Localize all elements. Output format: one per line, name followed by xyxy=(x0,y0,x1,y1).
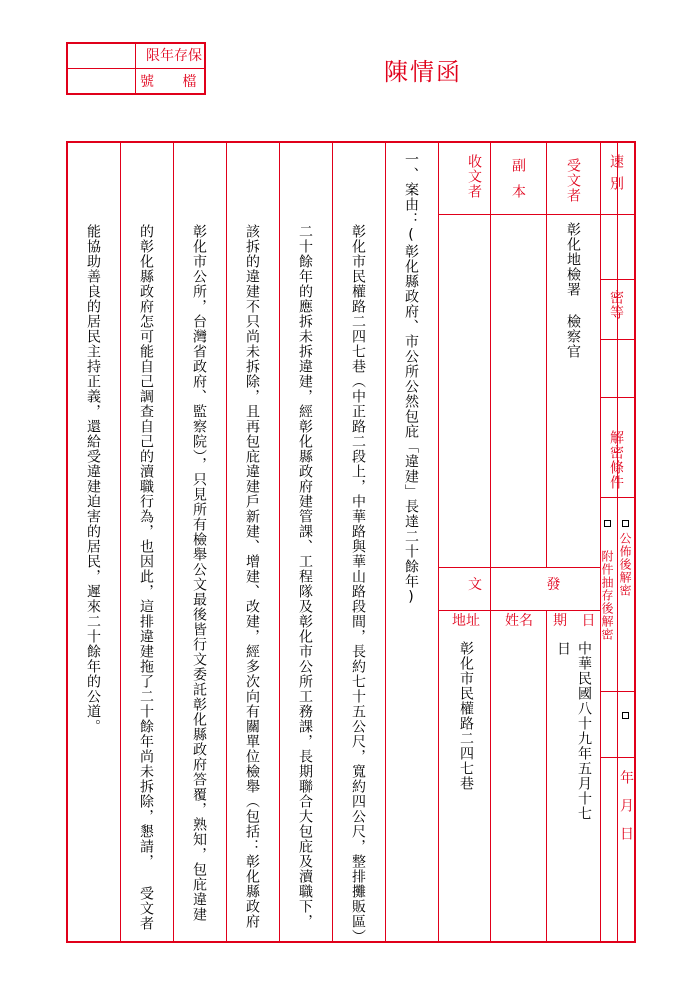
body-line-4: 該拆的違建不只尚未拆除，且再包庇違建戶新建、增建、改建，經多次向有關單位檢舉（包括：彰化縣政府 xyxy=(244,224,260,929)
col-line xyxy=(226,143,227,941)
speed-label: 速別 xyxy=(608,154,624,198)
col-line xyxy=(120,143,121,941)
archive-retention-label: 限年存保 xyxy=(146,48,202,64)
header-row-line xyxy=(600,691,634,692)
attachment-after-label: 附件抽存後解密 xyxy=(600,550,614,641)
cc-label: 收文者 xyxy=(466,154,482,199)
copy-label: 副本 xyxy=(510,158,526,210)
archive-number-label: 號 檔 xyxy=(140,74,197,90)
date-label: 期 日 xyxy=(553,613,596,629)
archive-box xyxy=(66,42,206,95)
body-line-1: 一、案由：(彰化縣政府、市公所公然包庇「違建」長達二十餘年) xyxy=(403,152,419,606)
col-line xyxy=(332,143,333,941)
header-left-border xyxy=(490,143,491,941)
public-after-checkbox[interactable] xyxy=(622,520,629,527)
archive-divider-h xyxy=(68,68,204,69)
col-line xyxy=(279,143,280,941)
public-after-label: 公佈後解密 xyxy=(618,532,632,597)
recipient-value: 彰化地檢署 檢察官 xyxy=(565,222,581,359)
header-row-line xyxy=(600,279,634,280)
header-row-line xyxy=(438,567,600,568)
issuer-label: 文 發 xyxy=(468,577,561,593)
date-value: 中華民國八十九年五月十七 xyxy=(576,641,592,821)
ymd-label: 年月日 xyxy=(618,770,634,854)
body-line-7: 能協助善良的居民主持正義，還給受違建迫害的居民，遲來二十餘年的公道。 xyxy=(85,224,101,734)
header-line xyxy=(600,143,601,941)
body-line-3: 二十餘年的應拆未拆違建，經彰化縣政府建管課、工程隊及彰化市公所工務課，長期聯合大包庇及瀆職下， xyxy=(297,224,313,929)
header-line xyxy=(546,610,547,941)
col-line xyxy=(173,143,174,941)
attachment-checkbox[interactable] xyxy=(604,520,611,527)
header-row-line xyxy=(600,757,634,758)
date-day: 日 xyxy=(555,641,571,656)
name-label: 姓名 xyxy=(505,613,533,629)
address-value: 彰化市民權路二四七巷 xyxy=(458,641,474,791)
declassify-label: 解密條件 xyxy=(608,430,624,490)
archive-divider-v xyxy=(135,44,136,93)
classification-label: 密等 xyxy=(608,290,624,320)
address-label: 地址 xyxy=(452,613,480,629)
col-line xyxy=(385,143,386,941)
col-line xyxy=(438,143,439,941)
body-line-6: 的彰化縣政府怎可能自己調查自己的瀆職行為，也因此，這排違建拖了二十餘年尚未拆除，懇請， 受文者 xyxy=(138,224,154,931)
header-row-line xyxy=(438,610,600,611)
document-title: 陳情函 xyxy=(384,58,462,86)
recipient-label: 受文者 xyxy=(565,158,581,203)
header-row-line xyxy=(438,214,634,215)
header-row-line xyxy=(600,497,634,498)
header-line xyxy=(546,143,547,567)
body-line-2: 彰化市民權路二四七巷（中正路二段上，中華路與華山路段間，長約七十五公尺，寬約四公尺，整排攤販區） xyxy=(350,224,366,944)
header-row-line xyxy=(600,397,634,398)
date-checkbox[interactable] xyxy=(622,712,629,719)
header-row-line xyxy=(600,339,634,340)
body-line-5: 彰化市公所，台灣省政府、監察院），只見所有檢舉公文最後皆行文委託彰化縣政府答覆，熟知，包庇違建 xyxy=(191,224,207,922)
